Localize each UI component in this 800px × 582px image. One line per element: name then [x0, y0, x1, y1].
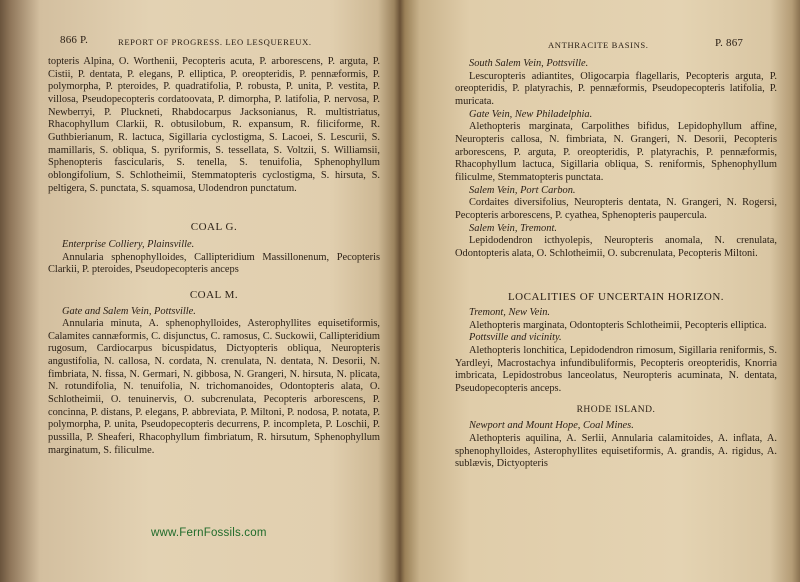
coal-g-paragraph: Annularia sphenophylloides, Callipteridium Massillonenum, Pecopteris Clarkii, P. pteroides, Pseudopecopteris anceps — [48, 251, 380, 276]
section-paragraph: Cordaites diversifolius, Neuropteris dentata, N. Grangeri, N. Rogersi, Pecopteris arborescens, P. cyathea, Sphenopteris paupercula. — [455, 197, 777, 221]
section-paragraph: Lescuropteris adiantites, Oligocarpia flagellaris, Pecopteris arguta, P. oreopteridis, P. platyrachis, P. pennæformis, Pseudopecopteris latifolia, P. muricata. — [455, 70, 777, 107]
coal-m-heading: COAL M. — [189, 288, 239, 301]
section-locality: Tremont, New Vein. — [469, 307, 551, 319]
rhode-island-heading: RHODE ISLAND. — [576, 404, 656, 415]
rhode-island-paragraph: Alethopteris aquilina, A. Serlii, Annularia calamitoides, A. inflata, A. sphenophylloides, Asterophyllites equisetiformis, A. grandis, A. rigidus, A. sublævis, Dictyopteris — [455, 433, 777, 470]
right-page-number: P. 867 — [715, 37, 744, 49]
rhode-island-locality: Newport and Mount Hope, Coal Mines. — [469, 420, 634, 432]
coal-m-locality: Gate and Salem Vein, Pottsville. — [62, 305, 196, 317]
section-locality: Gate Vein, New Philadelphia. — [469, 108, 593, 120]
section-locality: Pottsville and vicinity. — [469, 332, 562, 344]
section-locality: Salem Vein, Tremont. — [469, 222, 557, 234]
watermark-text: www.FernFossils.com — [151, 527, 267, 539]
right-running-header: ANTHRACITE BASINS. — [548, 40, 649, 50]
section-locality: South Salem Vein, Pottsville. — [469, 58, 589, 69]
section-paragraph: Alethopteris lonchitica, Lepidodendron rimosum, Sigillaria reniformis, S. Yardleyi, Macrostachya infundibuliformis, Pecopteris oreopteridis, Knorria imbricata, Lepidostrobus lanceolatus, Neuropteris acuminata, N. dentata, Pseudopecopteris anceps. — [455, 345, 777, 395]
coal-g-heading: COAL G. — [190, 221, 238, 234]
coal-g-locality: Enterprise Colliery, Plainsville. — [62, 238, 195, 250]
coal-m-paragraph: Annularia minuta, A. sphenophylloides, Asterophyllites equisetiformis, Calamites cannæformis, C. disjunctus, C. ramosus, C. Suckowii, Callipteridium rugosum, Cardiocarpus bicuspidatus, Dictyopteris obliqua, Neuropteris angustifolia, N. callosa, N. cordata, N. crenulata, N. dentata, N. Desorii, N. fimbriata, N. fissa, N. Germari, N. gibbosa, N. Grangeri, N. hirsuta, N. plicata, N. rotundifolia, N. tenuifolia, N. trichomanoides, Odontopteris alata, O. Schlotheimii, O. tenuinervis, O. subcrenulata, Pecopteris arborescens, P. concinna, P. distans, P. elegans, P. abbreviata, P. Miltoni, P. nodosa, P. notata, P. polymorpha, P. unita, Pseudopecopteris decurrens, P. incompleta, P. Loschii, P. pussilla, P. Sheaferi, Rhacophyllum fimbriatum, R. hirsutum, Sphenophyllum marginatum, S. filiculme. — [48, 318, 380, 456]
section-locality: Salem Vein, Port Carbon. — [469, 184, 576, 196]
uncertain-horizon-heading: LOCALITIES OF UNCERTAIN HORIZON. — [507, 290, 725, 303]
section-paragraph: Lepidodendron icthyolepis, Neuropteris anomala, N. crenulata, Odontopteris alata, O. Schlotheimii, O. subcrenulata, Pecopteris Miltoni. — [455, 235, 777, 259]
left-top-paragraph: topteris Alpina, O. Worthenii, Pecopteris acuta, P. arborescens, P. arguta, P. Cistii, P. dentata, P. elegans, P. elliptica, P. oreopteridis, P. pennæformis, P. polymorpha, P. pteroides, P. quadratifolia, P. robusta, P. unita, P. vestita, P. villosa, Pseudopecopteris cordatoovata, P. dimorpha, P. latifolia, P. nervosa, P. Newberryi, P. Pluckneti, Rhabdocarpus Jacksonianus, R. multistriatus, Rhacophyllum Clarkii, R. obtusilobum, R. expansum, R. filiciforme, R. Guthbierianum, R. lactuca, Sigillaria cyclostigma, S. Lacoei, S. Lescurii, S. mamillaris, S. obliqua, S. pyriformis, S. tessellata, S. Voltzii, S. Williamsii, Sphenopteris fascicularis, S. tenella, S. tenuifolia, Sphenophyllum oblongifolium, S. Schlotheimii, Stemmatopteris cyclostigma, S. hirsuta, S. peltigera, S. punctata, S. squamosa, Ulodendron punctatum. — [48, 56, 380, 194]
left-running-header: REPORT OF PROGRESS. LEO LESQUEREUX. — [118, 37, 312, 47]
right-page — [455, 58, 777, 471]
section-paragraph: Alethopteris marginata, Odontopteris Schlotheimii, Pecopteris elliptica. — [469, 319, 767, 331]
section-paragraph: Alethopteris marginata, Carpolithes bifidus, Lepidophyllum affine, Neuropteris callosa, N. fimbriata, N. Grangeri, N. Desorii, Pecopteris arborescens, P. arguta, P. oreopteridis, P. platyrachis, P. pennæformis, Rhacophyllum lactuca, Sigillaria obliqua, S. reniformis, Sphenophyllum filiculme, Stemmatopteris punctata. — [455, 121, 777, 183]
left-page-number: 866 P. — [60, 34, 89, 46]
left-page — [48, 56, 380, 457]
